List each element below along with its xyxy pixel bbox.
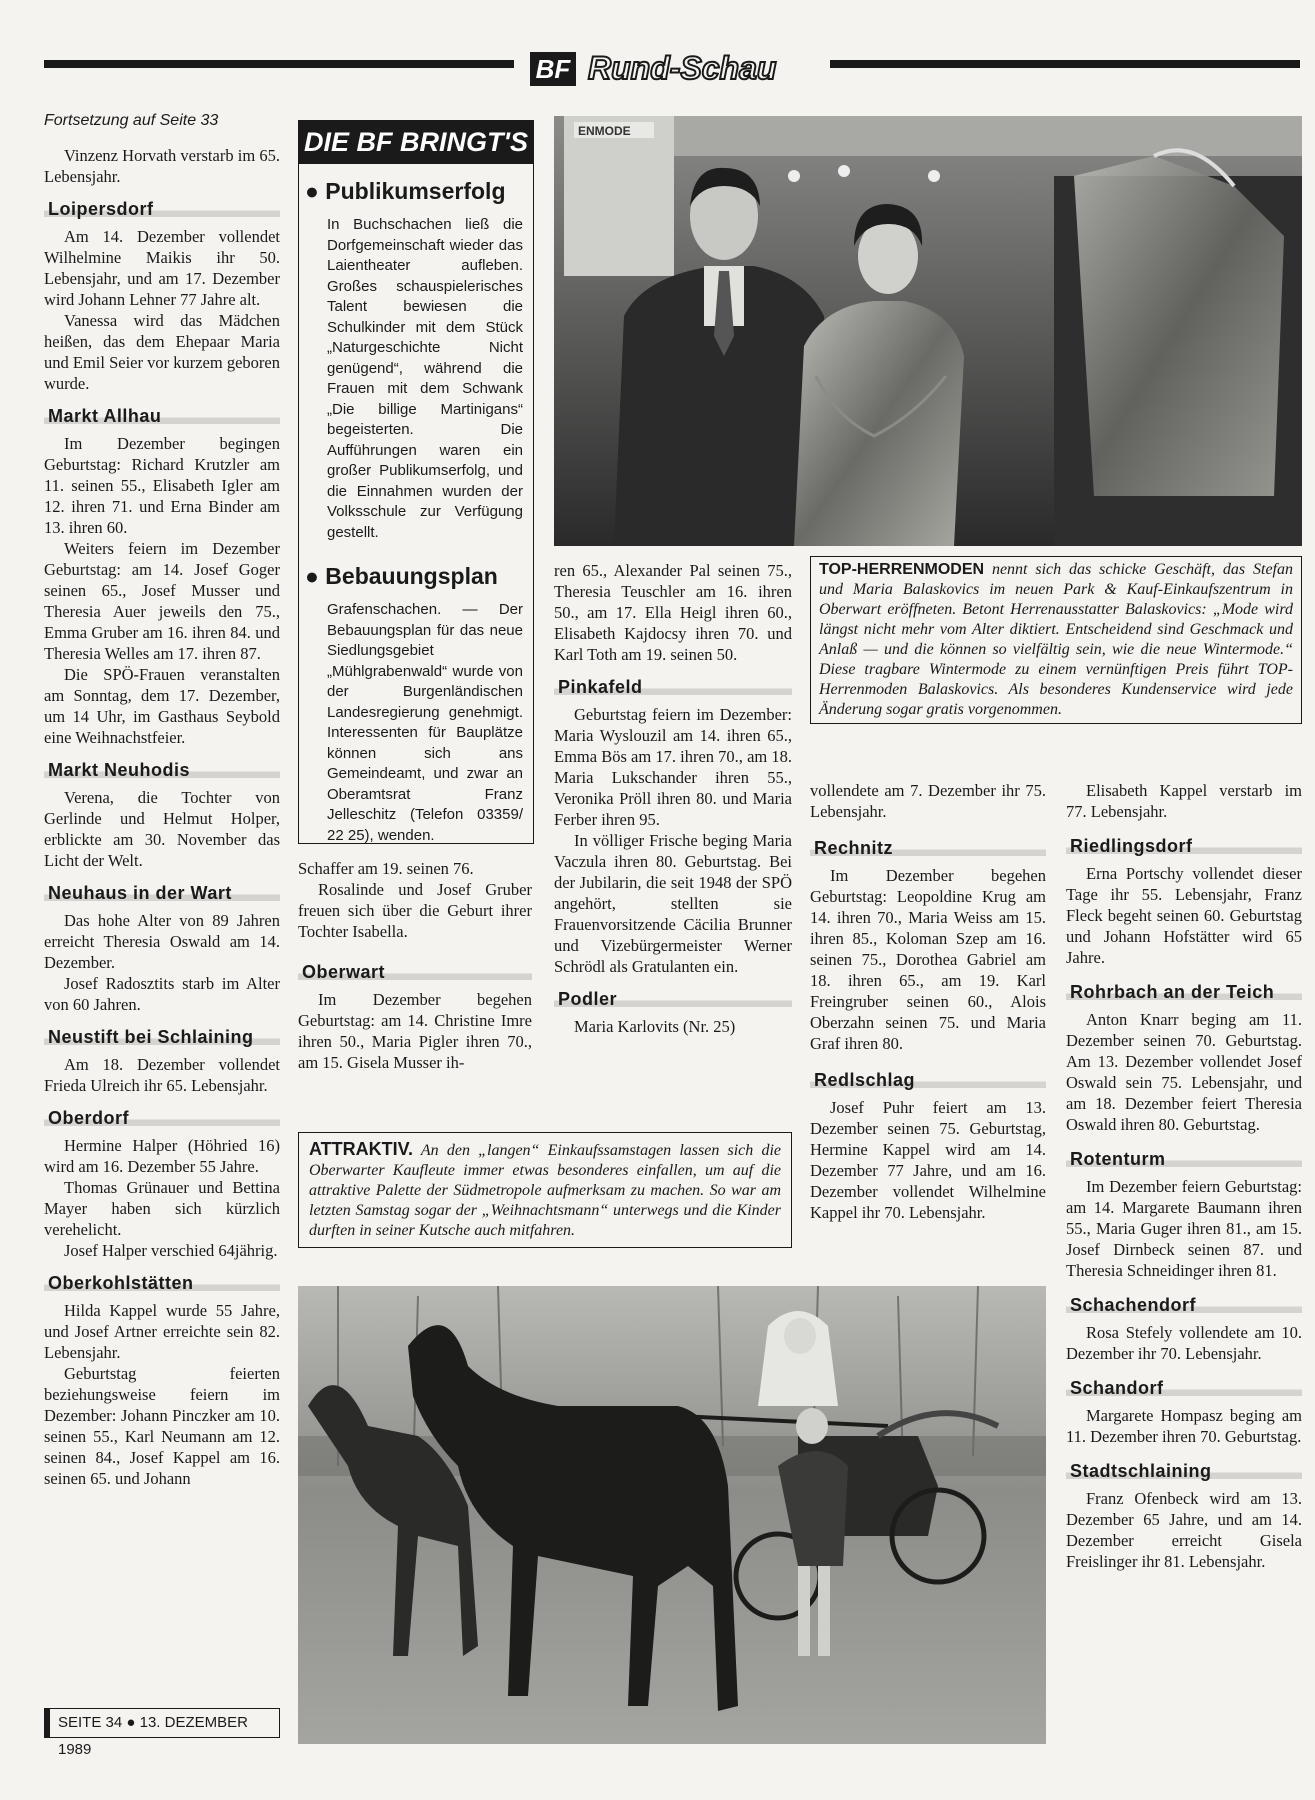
article-text: vollendete am 7. Dezember ihr 75. Lebensjahr. — [810, 781, 1046, 821]
place-heading: Rechnitz — [810, 838, 1046, 859]
article-text: Am 18. Dezember vollendet Frieda Ulreich ihr 65. Lebensjahr. — [44, 1055, 280, 1095]
article-text: Franz Ofenbeck wird am 13. Dezember 65 Jahre, und am 14. Dezember erreicht Gisela Freislinger ihr 81. Lebensjahr. — [1066, 1489, 1302, 1571]
page-footer — [44, 1708, 280, 1758]
place-heading: Oberdorf — [44, 1108, 280, 1129]
article-text: Thomas Grünauer und Bettina Mayer haben sich kürzlich verehelicht. — [44, 1178, 280, 1239]
article-text: Vanessa wird das Mädchen heißen, das dem Ehepaar Maria und Emil Seier vor kurzem geboren wurde. — [44, 311, 280, 393]
place-heading: Markt Neuhodis — [44, 760, 280, 781]
caption-lead: TOP-HERRENMODEN — [819, 561, 985, 578]
bf-bringts-box — [298, 120, 534, 844]
article-text: Erna Portschy vollendet dieser Tage ihr 55. Lebensjahr, Franz Fleck begeht seinen 60. Geburtstag und Johann Hofstätter wird 65 Jahre. — [1066, 864, 1302, 967]
article-text: Verena, die Tochter von Gerlinde und Helmut Holper, erblickte am 30. November das Licht der Welt. — [44, 788, 280, 870]
bf-item-heading: ● Bebauungsplan — [305, 563, 498, 589]
article-text: Rosalinde und Josef Gruber freuen sich über die Geburt ihrer Tochter Isabella. — [298, 880, 532, 941]
article-text: Im Dezember begehen Geburtstag: Leopoldine Krug am 14. ihren 70., Maria Weiss am 15. ihren 85., Koloman Szep am 16. seinen 75., Dorothea Gabriel am 18. ihren 65., am 19. Karl Freingruber seinen 60., Alois Oberzahn seinen 75. und Maria Graf ihren 80. — [810, 866, 1046, 1053]
article-text: Im Dezember begingen Geburtstag: Richard Krutzler am 11. seinen 55., Elisabeth Igler am 12. ihren 71. und Erna Binder am 13. ihren 60. — [44, 434, 280, 537]
place-heading: Schandorf — [1066, 1378, 1302, 1399]
column-3 — [554, 560, 792, 1037]
place-heading: Rotenturm — [1066, 1149, 1302, 1170]
article-text: Margarete Hompasz beging am 11. Dezember ihren 70. Geburtstag. — [1066, 1406, 1302, 1446]
article-text: Weiters feiern im Dezember Geburtstag: am 14. Josef Goger seinen 65., Josef Musser und Theresia Auer jeweils den 75., Emma Gruber am 16. ihren 84. und Theresia Welles am 17. ihren 87. — [44, 539, 280, 663]
column-4 — [810, 780, 1046, 1223]
article-text: Schaffer am 19. seinen 76. — [298, 859, 474, 878]
header-rule-left — [44, 60, 514, 68]
bf-item-text: In Buchschachen ließ die Dorfgemeinschaft wieder das Laientheater aufleben. Großes schauspielerisches Talent bewiesen die Schulkinder mit dem Stück „Naturgeschichte Nicht genügend“, während die Frauen mit dem Schwank „Die billige Martinigans“ begeisterten. Die Aufführungen waren ein großer Publikumserfolg, und die Einnahmen wurden der Volksschule zur Verfügung gestellt. — [327, 216, 523, 541]
article-text: In völliger Frische beging Maria Vaczula ihren 80. Geburtstag. Bei der Jubilarin, die seit 1948 der SPÖ angehört, stellten sie Frauenvorsitzende Cäcilia Brunner und Vizebürgermeister Werner Schrödl als Gratulanten ein. — [554, 831, 792, 976]
article-text: Josef Puhr feiert am 13. Dezember seinen 75. Geburtstag, Hermine Kappel wird am 14. Dezember 77 Jahre, und am 16. Dezember vollendet Wilhelmine Kappel ihr 70. Lebensjahr. — [810, 1098, 1046, 1222]
article-text: Josef Radosztits starb im Alter von 60 Jahren. — [44, 974, 280, 1014]
article-text: Josef Halper verschied 64jährig. — [64, 1241, 278, 1260]
place-heading: Pinkafeld — [554, 677, 792, 698]
place-heading: Redlschlag — [810, 1070, 1046, 1091]
caption-attraktiv — [298, 1132, 792, 1248]
article-text: Das hohe Alter von 89 Jahren erreicht Theresia Oswald am 14. Dezember. — [44, 911, 280, 972]
place-heading: Markt Allhau — [44, 406, 280, 427]
bf-item-bebauungsplan — [299, 563, 533, 846]
bf-item-text: Grafenschachen. — Der Bebauungsplan für das neue Siedlungsgebiet „Mühlgrabenwald“ wurde von der Burgenländischen Landesregierung genehmigt. Interessenten für Bauplätze können sich ans Gemeindeamt, und zwar an Oberamtsrat Franz Jelleschitz (Telefon 03359/ 22 25), wenden. — [327, 601, 523, 844]
bf-box-title: DIE BF BRINGT'S — [299, 121, 533, 164]
article-text: Elisabeth Kappel verstarb im 77. Lebensjahr. — [1066, 781, 1302, 821]
place-heading: Oberwart — [298, 962, 532, 983]
article-text: Maria Karlovits (Nr. 25) — [574, 1017, 736, 1036]
place-heading: Riedlingsdorf — [1066, 836, 1302, 857]
article-text: Im Dezember feiern Geburtstag: am 14. Margarete Baumann ihren 55., Maria Guger ihren 81., am 15. Josef Dirnbeck seinen 87. und Theresia Schneidinger ihren 81. — [1066, 1177, 1302, 1280]
article-text: ren 65., Alexander Pal seinen 75., Theresia Teuschler am 16. ihren 50., am 17. Ella Heigl ihren 60., Elisabeth Kajdocsy ihren 70. und Karl Toth am 19. seinen 50. — [554, 561, 792, 664]
bf-item-publikumserfolg — [299, 178, 533, 543]
article-text: Vinzenz Horvath verstarb im 65. Lebensjahr. — [44, 146, 280, 186]
photo-horse-carriage — [298, 1286, 1046, 1744]
header-logo: BF — [530, 52, 576, 86]
column-2-lower — [298, 858, 532, 1073]
article-text: Die SPÖ-Frauen veranstalten am Sonntag, dem 17. Dezember, um 14 Uhr, im Gasthaus Seybold eine Weihnachstfeier. — [44, 665, 280, 747]
place-heading: Podler — [554, 989, 792, 1010]
place-heading: Loipersdorf — [44, 199, 280, 220]
article-text: Im Dezember begehen Geburtstag: am 14. Christine Imre ihren 50., Maria Pigler ihren 70., am 15. Gisela Musser ih- — [298, 990, 532, 1072]
caption-text: nennt sich das schicke Geschäft, das Stefan und Maria Balaskovics im neuen Park & Kauf-Einkaufszentrum in Oberwart eröffneten. Betont Herrenausstatter Balaskovics: „Mode wird längst nicht mehr vom Alter diktiert. Entscheidend sind Geschmack und Anlaß — und die können so vielfältig sein, wie die neue Wintermode.“ Diese tragbare Wintermode zu einem vernünftigen Preis führt TOP-Herrenmoden Balaskovics. Als besonderes Kundenservice wird jede Änderung sogar gratis vorgenommen. — [819, 561, 1293, 718]
photo-top-herrenmoden — [554, 116, 1302, 546]
article-text: Am 14. Dezember vollendet Wilhelmine Maikis ihr 50. Lebensjahr, und am 17. Dezember wird Johann Lehner 77 Jahre alt. — [44, 227, 280, 309]
photo-shop-scene — [554, 116, 1302, 546]
bf-item-heading: ● Publikumserfolg — [305, 178, 506, 204]
bullet-separator: ● — [126, 1714, 136, 1731]
place-heading: Stadtschlaining — [1066, 1461, 1302, 1482]
place-heading: Schachendorf — [1066, 1295, 1302, 1316]
place-heading: Rohrbach an der Teich — [1066, 982, 1302, 1003]
article-text: Geburtstag feiern im Dezember: Maria Wyslouzil am 14. ihren 65., Emma Bös am 17. ihren 70., am 18. Maria Lukschander ihren 55., Veronika Pröll ihren 80. und Maria Ferber ihren 95. — [554, 705, 792, 829]
caption-top-herrenmoden — [810, 556, 1302, 724]
column-1 — [44, 110, 280, 1489]
photo-carriage-scene — [298, 1286, 1046, 1744]
article-text: Hermine Halper (Höhried 16) wird am 16. Dezember 55 Jahre. — [44, 1136, 280, 1176]
place-heading: Neustift bei Schlaining — [44, 1027, 280, 1048]
page-number: SEITE 34 — [58, 1714, 123, 1731]
issue-date: 13. DEZEMBER 1989 — [58, 1714, 248, 1758]
article-text: Rosa Stefely vollendete am 10. Dezember ihr 70. Lebensjahr. — [1066, 1323, 1302, 1363]
place-heading: Oberkohlstätten — [44, 1273, 280, 1294]
header-rule-right — [830, 60, 1300, 68]
header-section-title: Rund-Schau — [588, 50, 777, 86]
continued-note: Fortsetzung auf Seite 33 — [44, 112, 219, 129]
place-heading: Neuhaus in der Wart — [44, 883, 280, 904]
caption-text: An den „langen“ Einkaufssamstagen lassen sich die Oberwarter Kaufleute immer etwas besonderes einfallen, um auf die attraktive Palette der Südmetropole aufmerksam zu machen. So war am letzten Samstag sogar der „Weihnachtsmann“ unterwegs und die Kinder durften in seiner Kutsche auch mitfahren. — [309, 1142, 781, 1239]
shop-sign-text: ENMODE — [578, 124, 631, 138]
article-text: Hilda Kappel wurde 55 Jahre, und Josef Artner erreichte sein 82. Lebensjahr. — [44, 1301, 280, 1362]
article-text: Anton Knarr beging am 11. Dezember seinen 70. Geburtstag. Am 13. Dezember vollendet Josef Oswald sein 75. Lebensjahr, und am 18. Dezember feiert Theresia Oswald ihren 80. Geburtstag. — [1066, 1010, 1302, 1134]
column-5 — [1066, 780, 1302, 1572]
caption-lead: ATTRAKTIV. — [309, 1139, 414, 1159]
article-text: Geburtstag feierten beziehungsweise feiern im Dezember: Johann Pinczker am 10. seinen 55., Karl Neumann am 12. seinen 84., Josef Kappel am 16. seinen 65. und Johann — [44, 1364, 280, 1488]
